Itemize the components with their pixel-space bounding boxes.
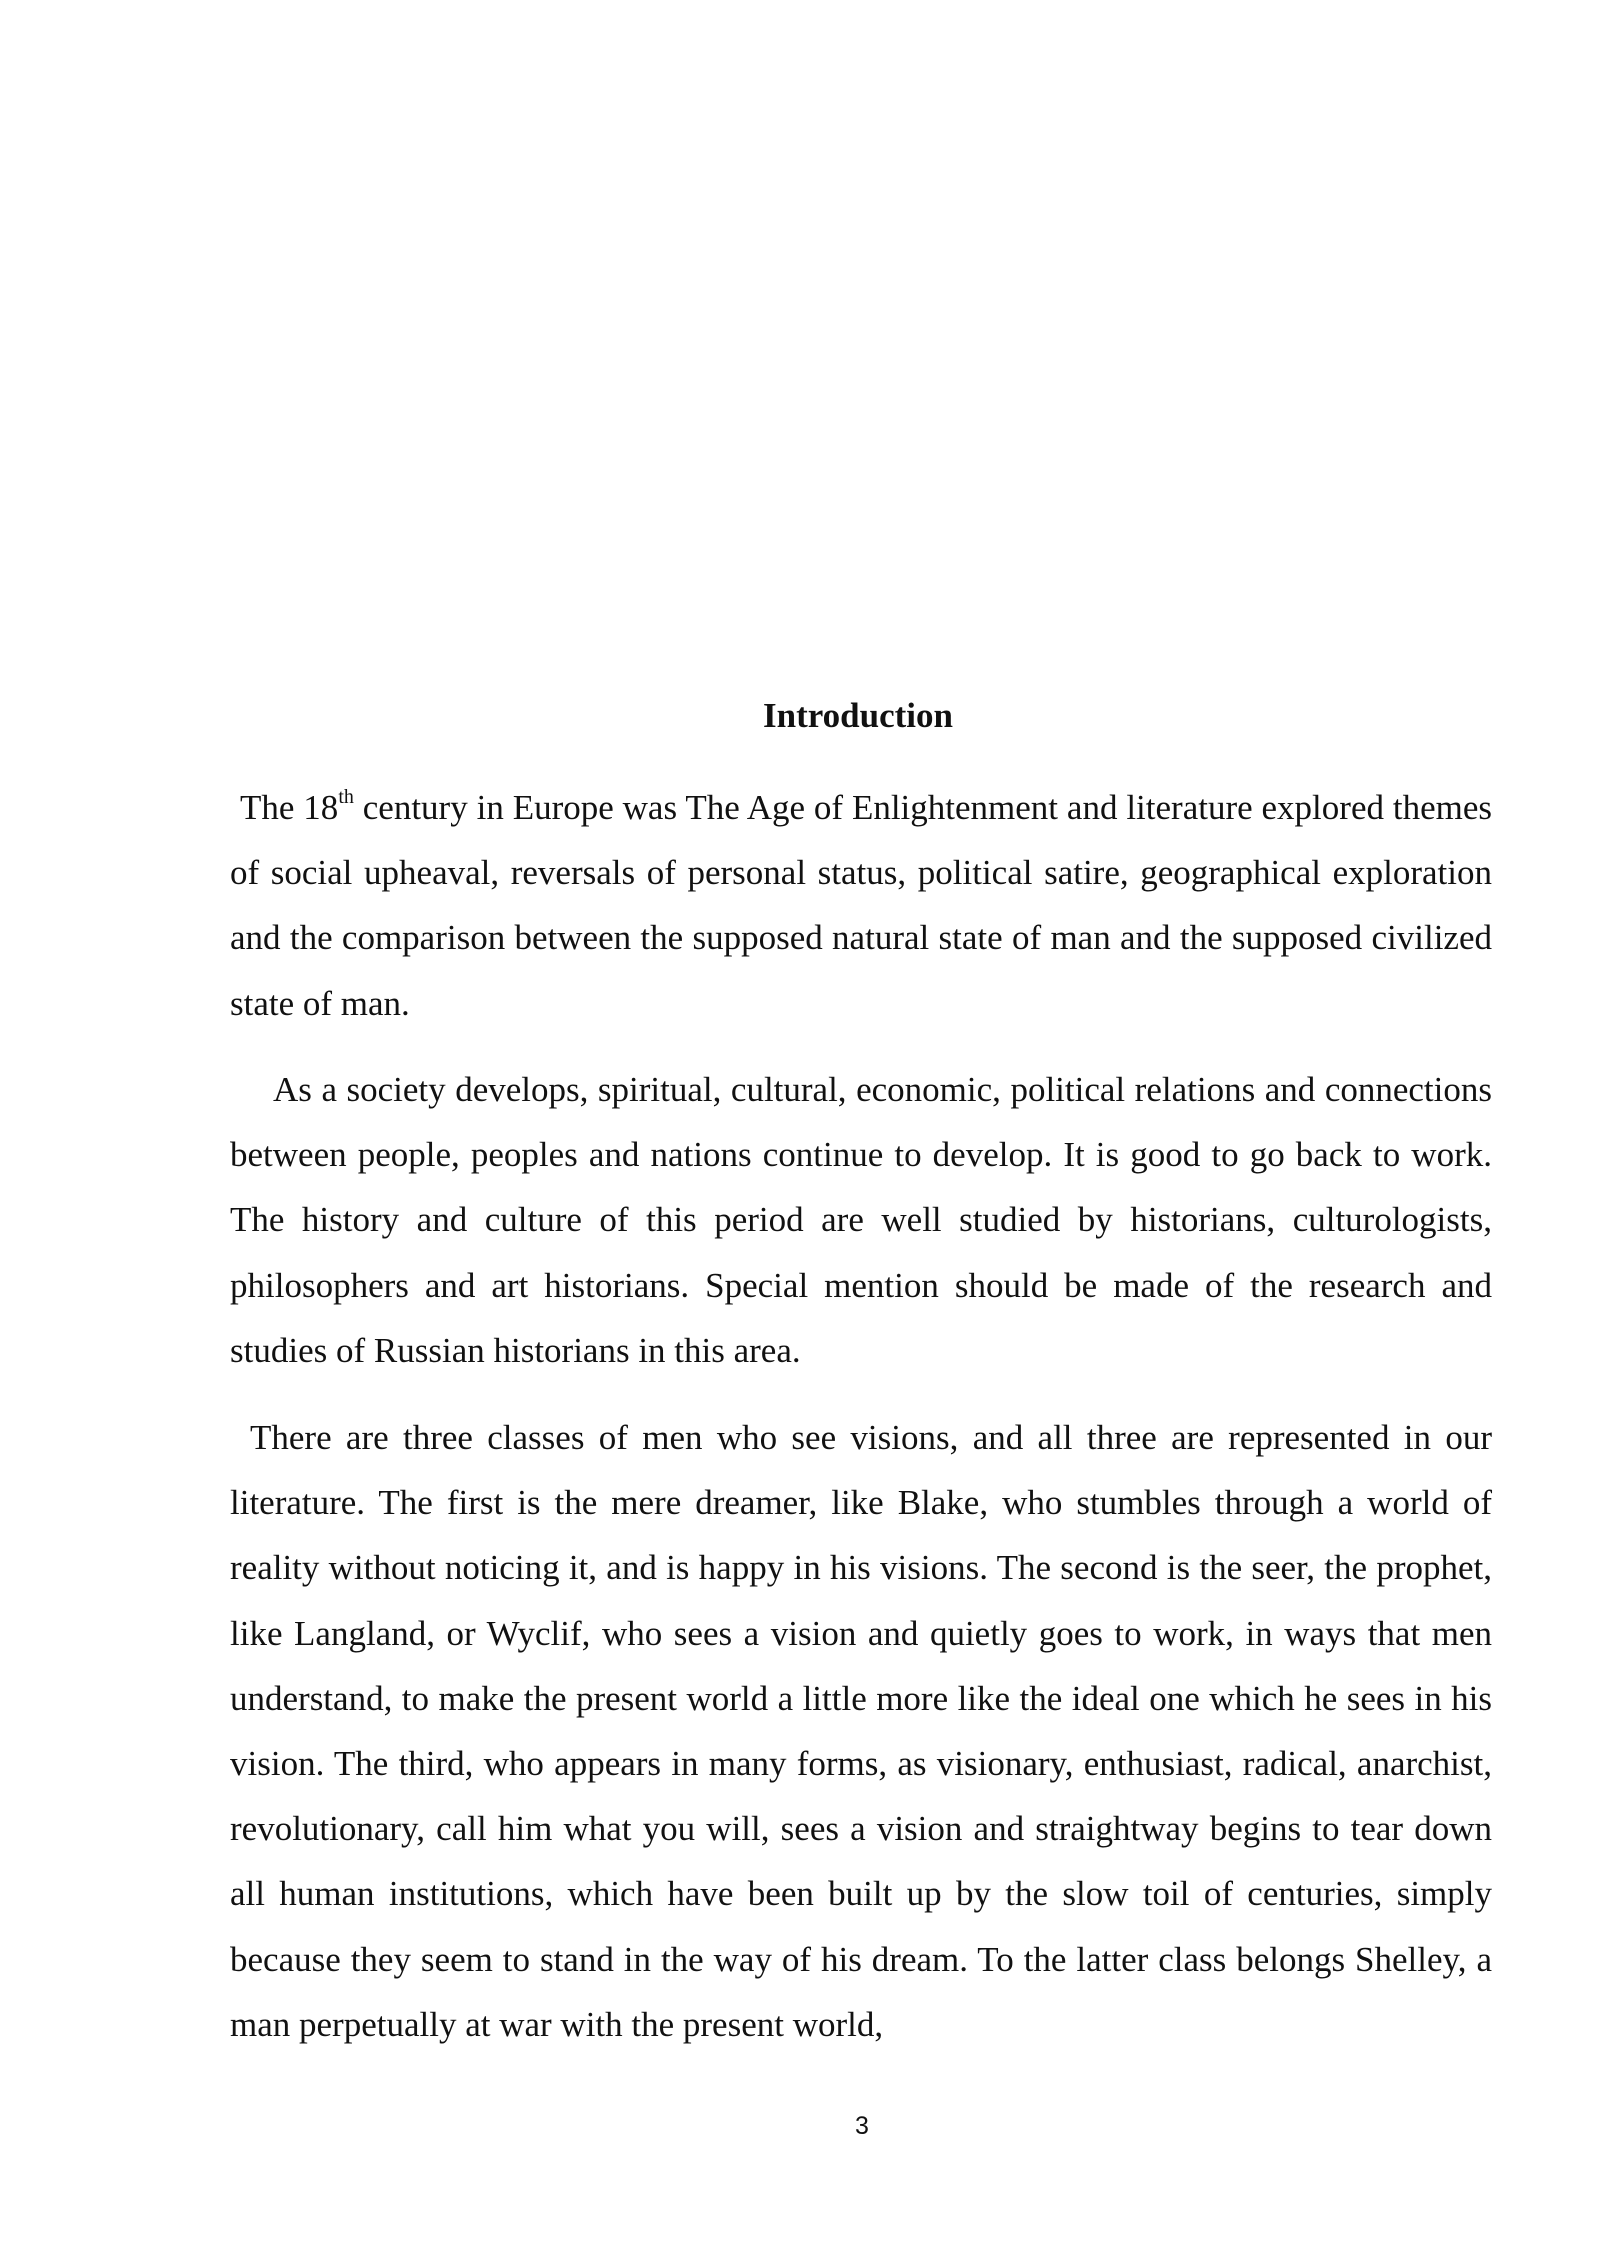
paragraph-1	[230, 775, 1492, 1036]
page-number: 3	[855, 2112, 869, 2140]
paragraph-2	[230, 1057, 1492, 1383]
paragraph-2-text: As a society develops, spiritual, cultural, economic, political relations and connections between people, peoples and nations continue to develop. It is good to go back to work. The history and culture of this period are well studied by historians, culturologists, philosophers and art historians. Special mention should be made of the research and studies of Russian historians in this area.	[230, 1070, 1492, 1370]
ordinal-superscript: th	[338, 786, 354, 808]
section-heading: Introduction	[763, 696, 953, 735]
paragraph-3	[230, 1405, 1492, 2057]
paragraph-1-rest: century in Europe was The Age of Enlightenment and literature explored themes of social upheaval, reversals of personal status, political satire, geographical exploration and the comparison between the supposed natural state of man and the supposed civilized state of man.	[230, 788, 1492, 1023]
paragraph-1-start: The 18	[240, 788, 339, 827]
paragraph-3-text: There are three classes of men who see visions, and all three are represented in our literature. The first is the mere dreamer, like Blake, who stumbles through a world of reality without noticing it, and is happy in his visions. The second is the seer, the prophet, like Langland, or Wyclif, who sees a vision and quietly goes to work, in ways that men understand, to make the present world a little more like the ideal one which he sees in his vision. The third, who appears in many forms, as visionary, enthusiast, radical, anarchist, revolutionary, call him what you will, sees a vision and straightway begins to tear down all human institutions, which have been built up by the slow toil of centuries, simply because they seem to stand in the way of his dream. To the latter class belongs Shelley, a man perpetually at war with the present world,	[230, 1418, 1492, 2044]
